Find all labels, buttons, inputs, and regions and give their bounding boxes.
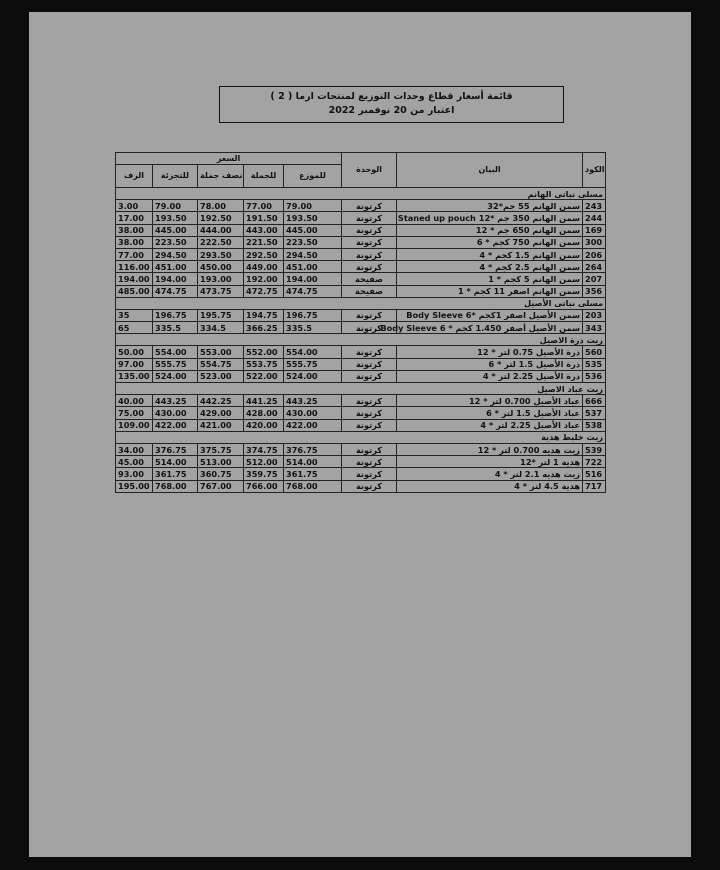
table-row: [116, 346, 606, 358]
retail-price-cell: 361.75: [153, 468, 198, 480]
unit-cell: كرتونة: [342, 407, 397, 419]
distributor-price-cell: 555.75: [284, 358, 342, 370]
distributor-price-cell: 554.00: [284, 346, 342, 358]
section-title: مسلى نباتى الهانم: [116, 188, 606, 200]
shelf-price-cell: 50.00: [116, 346, 153, 358]
table-row: [116, 236, 606, 248]
wholesale-header: للجملة: [244, 165, 284, 188]
shelf-price-cell: 45.00: [116, 456, 153, 468]
half-wholesale-price-cell: 78.00: [198, 200, 244, 212]
distributor-price-cell: 79.00: [284, 200, 342, 212]
table-row: [116, 407, 606, 419]
unit-cell: كرتونة: [342, 248, 397, 260]
distributor-price-cell: 194.00: [284, 273, 342, 285]
section-row: [116, 188, 606, 200]
unit-cell: كرتونة: [342, 346, 397, 358]
unit-cell: كرتونة: [342, 480, 397, 492]
shelf-price-cell: 93.00: [116, 468, 153, 480]
statement-cell: سمن الهانم 5 كجم * 1: [397, 273, 583, 285]
half-wholesale-price-cell: 450.00: [198, 261, 244, 273]
shelf-price-cell: 38.00: [116, 236, 153, 248]
statement-cell: سمن الهانم اصفر 11 كجم * 1: [397, 285, 583, 297]
statement-cell: ذرة الأصيل 0.75 لتر * 12: [397, 346, 583, 358]
section-title: مسلى نباتى الأصيل: [116, 297, 606, 309]
code-cell: 536: [583, 370, 606, 382]
unit-cell: كرتونة: [342, 309, 397, 321]
statement-cell: سمن الأصيل اصفر 1كجم *6 Body Sleeve: [397, 309, 583, 321]
distributor-price-cell: 223.50: [284, 236, 342, 248]
wholesale-price-cell: 221.50: [244, 236, 284, 248]
retail-price-cell: 193.50: [153, 212, 198, 224]
wholesale-price-cell: 472.75: [244, 285, 284, 297]
unit-header: الوحدة: [342, 153, 397, 188]
retail-price-cell: 79.00: [153, 200, 198, 212]
statement-header: البيان: [397, 153, 583, 188]
code-cell: 207: [583, 273, 606, 285]
retail-price-cell: 430.00: [153, 407, 198, 419]
statement-cell: ذرة الأصيل 2.25 لتر * 4: [397, 370, 583, 382]
wholesale-price-cell: 553.75: [244, 358, 284, 370]
unit-cell: صفيحة: [342, 273, 397, 285]
half-wholesale-price-cell: 444.00: [198, 224, 244, 236]
price-group-header: السعر: [116, 153, 342, 165]
distributor-price-cell: 376.75: [284, 443, 342, 455]
code-cell: 356: [583, 285, 606, 297]
document-title-box: [219, 86, 564, 123]
shelf-price-cell: 35: [116, 309, 153, 321]
distributor-price-cell: 335.5: [284, 322, 342, 334]
distributor-price-cell: 524.00: [284, 370, 342, 382]
unit-cell: صفيحة: [342, 285, 397, 297]
shelf-price-cell: 485.00: [116, 285, 153, 297]
table-row: [116, 456, 606, 468]
wholesale-price-cell: 366.25: [244, 322, 284, 334]
statement-cell: سمن الهانم 1.5 كجم * 4: [397, 248, 583, 260]
retail-header: للتجزئة: [153, 165, 198, 188]
table-row: [116, 200, 606, 212]
shelf-header: الرف: [116, 165, 153, 188]
half-wholesale-header: نصف جملة: [198, 165, 244, 188]
half-wholesale-price-cell: 767.00: [198, 480, 244, 492]
shelf-price-cell: 65: [116, 322, 153, 334]
half-wholesale-price-cell: 293.50: [198, 248, 244, 260]
half-wholesale-price-cell: 222.50: [198, 236, 244, 248]
shelf-price-cell: 3.00: [116, 200, 153, 212]
half-wholesale-price-cell: 523.00: [198, 370, 244, 382]
shelf-price-cell: 135.00: [116, 370, 153, 382]
half-wholesale-price-cell: 513.00: [198, 456, 244, 468]
statement-cell: سمن الهانم 750 كجم * 6: [397, 236, 583, 248]
code-cell: 538: [583, 419, 606, 431]
retail-price-cell: 376.75: [153, 443, 198, 455]
half-wholesale-price-cell: 375.75: [198, 443, 244, 455]
price-table-body: [116, 188, 606, 493]
statement-cell: زيت هديه 2.1 لتر * 4: [397, 468, 583, 480]
section-row: [116, 431, 606, 443]
code-cell: 717: [583, 480, 606, 492]
code-cell: 535: [583, 358, 606, 370]
table-row: [116, 370, 606, 382]
wholesale-price-cell: 191.50: [244, 212, 284, 224]
retail-price-cell: 335.5: [153, 322, 198, 334]
code-cell: 666: [583, 395, 606, 407]
wholesale-price-cell: 441.25: [244, 395, 284, 407]
wholesale-price-cell: 420.00: [244, 419, 284, 431]
wholesale-price-cell: 77.00: [244, 200, 284, 212]
unit-cell: كرتونة: [342, 358, 397, 370]
half-wholesale-price-cell: 360.75: [198, 468, 244, 480]
retail-price-cell: 451.00: [153, 261, 198, 273]
price-table: [115, 152, 606, 493]
half-wholesale-price-cell: 553.00: [198, 346, 244, 358]
unit-cell: كرتونة: [342, 419, 397, 431]
section-row: [116, 334, 606, 346]
table-row: [116, 224, 606, 236]
unit-cell: كرتونة: [342, 200, 397, 212]
distributor-price-cell: 514.00: [284, 456, 342, 468]
statement-cell: هدية 1 لتر *12: [397, 456, 583, 468]
code-cell: 537: [583, 407, 606, 419]
shelf-price-cell: 38.00: [116, 224, 153, 236]
code-cell: 539: [583, 443, 606, 455]
distributor-price-cell: 422.00: [284, 419, 342, 431]
section-row: [116, 297, 606, 309]
wholesale-price-cell: 512.00: [244, 456, 284, 468]
document-title: قائمة أسعار قطاع وحدات التوزيع لمنتجات ارما ( 2 ): [270, 91, 513, 102]
half-wholesale-price-cell: 442.25: [198, 395, 244, 407]
retail-price-cell: 514.00: [153, 456, 198, 468]
shelf-price-cell: 34.00: [116, 443, 153, 455]
table-row: [116, 480, 606, 492]
statement-cell: زيت هديه 0.700 لتر * 12: [397, 443, 583, 455]
table-row: [116, 443, 606, 455]
statement-cell: عباد الأصيل 2.25 لتر * 4: [397, 419, 583, 431]
table-row: [116, 322, 606, 334]
section-title: زيت خليط هدية: [116, 431, 606, 443]
table-row: [116, 248, 606, 260]
code-cell: 244: [583, 212, 606, 224]
table-row: [116, 261, 606, 273]
distributor-price-cell: 294.50: [284, 248, 342, 260]
wholesale-price-cell: 443.00: [244, 224, 284, 236]
statement-cell: ذرة الأصيل 1.5 لتر * 6: [397, 358, 583, 370]
wholesale-price-cell: 192.00: [244, 273, 284, 285]
section-row: [116, 383, 606, 395]
wholesale-price-cell: 766.00: [244, 480, 284, 492]
unit-cell: كرتونة: [342, 443, 397, 455]
distributor-price-cell: 451.00: [284, 261, 342, 273]
unit-cell: كرتونة: [342, 322, 397, 334]
retail-price-cell: 194.00: [153, 273, 198, 285]
unit-cell: كرتونة: [342, 261, 397, 273]
retail-price-cell: 445.00: [153, 224, 198, 236]
table-row: [116, 273, 606, 285]
statement-cell: عباد الأصيل 1.5 لتر * 6: [397, 407, 583, 419]
table-row: [116, 468, 606, 480]
code-cell: 243: [583, 200, 606, 212]
code-cell: 206: [583, 248, 606, 260]
half-wholesale-price-cell: 421.00: [198, 419, 244, 431]
unit-cell: كرتونة: [342, 468, 397, 480]
unit-cell: كرتونة: [342, 395, 397, 407]
table-row: [116, 358, 606, 370]
shelf-price-cell: 17.00: [116, 212, 153, 224]
unit-cell: كرتونة: [342, 224, 397, 236]
retail-price-cell: 554.00: [153, 346, 198, 358]
wholesale-price-cell: 552.00: [244, 346, 284, 358]
half-wholesale-price-cell: 473.75: [198, 285, 244, 297]
statement-cell: سمن الهانم 2.5 كجم * 4: [397, 261, 583, 273]
retail-price-cell: 768.00: [153, 480, 198, 492]
half-wholesale-price-cell: 429.00: [198, 407, 244, 419]
statement-cell: سمن الأصيل أصفر 1.450 كجم * 6 Body Sleeve: [397, 322, 583, 334]
wholesale-price-cell: 194.75: [244, 309, 284, 321]
unit-cell: كرتونة: [342, 456, 397, 468]
statement-cell: عباد الأصيل 0.700 لتر * 12: [397, 395, 583, 407]
half-wholesale-price-cell: 195.75: [198, 309, 244, 321]
distributor-price-cell: 443.25: [284, 395, 342, 407]
code-cell: 300: [583, 236, 606, 248]
unit-cell: كرتونة: [342, 236, 397, 248]
statement-cell: هدية 4.5 لتر * 4: [397, 480, 583, 492]
section-title: زيت ذرة الاصيل: [116, 334, 606, 346]
code-cell: 343: [583, 322, 606, 334]
shelf-price-cell: 97.00: [116, 358, 153, 370]
retail-price-cell: 474.75: [153, 285, 198, 297]
retail-price-cell: 196.75: [153, 309, 198, 321]
distributor-price-cell: 430.00: [284, 407, 342, 419]
unit-cell: كرتونة: [342, 212, 397, 224]
shelf-price-cell: 40.00: [116, 395, 153, 407]
shelf-price-cell: 195.00: [116, 480, 153, 492]
half-wholesale-price-cell: 554.75: [198, 358, 244, 370]
shelf-price-cell: 194.00: [116, 273, 153, 285]
distributor-header: للموزع: [284, 165, 342, 188]
distributor-price-cell: 768.00: [284, 480, 342, 492]
retail-price-cell: 524.00: [153, 370, 198, 382]
section-title: زيت عباد الاصيل: [116, 383, 606, 395]
wholesale-price-cell: 359.75: [244, 468, 284, 480]
table-row: [116, 285, 606, 297]
half-wholesale-price-cell: 192.50: [198, 212, 244, 224]
retail-price-cell: 443.25: [153, 395, 198, 407]
statement-cell: سمن الهانم 350 جم *12 Staned up pouch: [397, 212, 583, 224]
shelf-price-cell: 109.00: [116, 419, 153, 431]
distributor-price-cell: 361.75: [284, 468, 342, 480]
code-cell: 169: [583, 224, 606, 236]
table-row: [116, 212, 606, 224]
table-row: [116, 395, 606, 407]
retail-price-cell: 223.50: [153, 236, 198, 248]
code-header: الكود: [583, 153, 606, 188]
statement-cell: سمن الهانم 55 جم*32: [397, 200, 583, 212]
retail-price-cell: 294.50: [153, 248, 198, 260]
half-wholesale-price-cell: 334.5: [198, 322, 244, 334]
code-cell: 722: [583, 456, 606, 468]
code-cell: 203: [583, 309, 606, 321]
table-row: [116, 309, 606, 321]
retail-price-cell: 555.75: [153, 358, 198, 370]
distributor-price-cell: 445.00: [284, 224, 342, 236]
shelf-price-cell: 75.00: [116, 407, 153, 419]
distributor-price-cell: 193.50: [284, 212, 342, 224]
unit-cell: كرتونة: [342, 370, 397, 382]
code-cell: 516: [583, 468, 606, 480]
wholesale-price-cell: 292.50: [244, 248, 284, 260]
half-wholesale-price-cell: 193.00: [198, 273, 244, 285]
wholesale-price-cell: 522.00: [244, 370, 284, 382]
retail-price-cell: 422.00: [153, 419, 198, 431]
wholesale-price-cell: 449.00: [244, 261, 284, 273]
distributor-price-cell: 196.75: [284, 309, 342, 321]
shelf-price-cell: 116.00: [116, 261, 153, 273]
wholesale-price-cell: 428.00: [244, 407, 284, 419]
code-cell: 264: [583, 261, 606, 273]
code-cell: 560: [583, 346, 606, 358]
distributor-price-cell: 474.75: [284, 285, 342, 297]
table-row: [116, 419, 606, 431]
statement-cell: سمن الهانم 650 جم * 12: [397, 224, 583, 236]
wholesale-price-cell: 374.75: [244, 443, 284, 455]
document-date: اعتبار من 20 نوفمبر 2022: [328, 105, 455, 116]
shelf-price-cell: 77.00: [116, 248, 153, 260]
